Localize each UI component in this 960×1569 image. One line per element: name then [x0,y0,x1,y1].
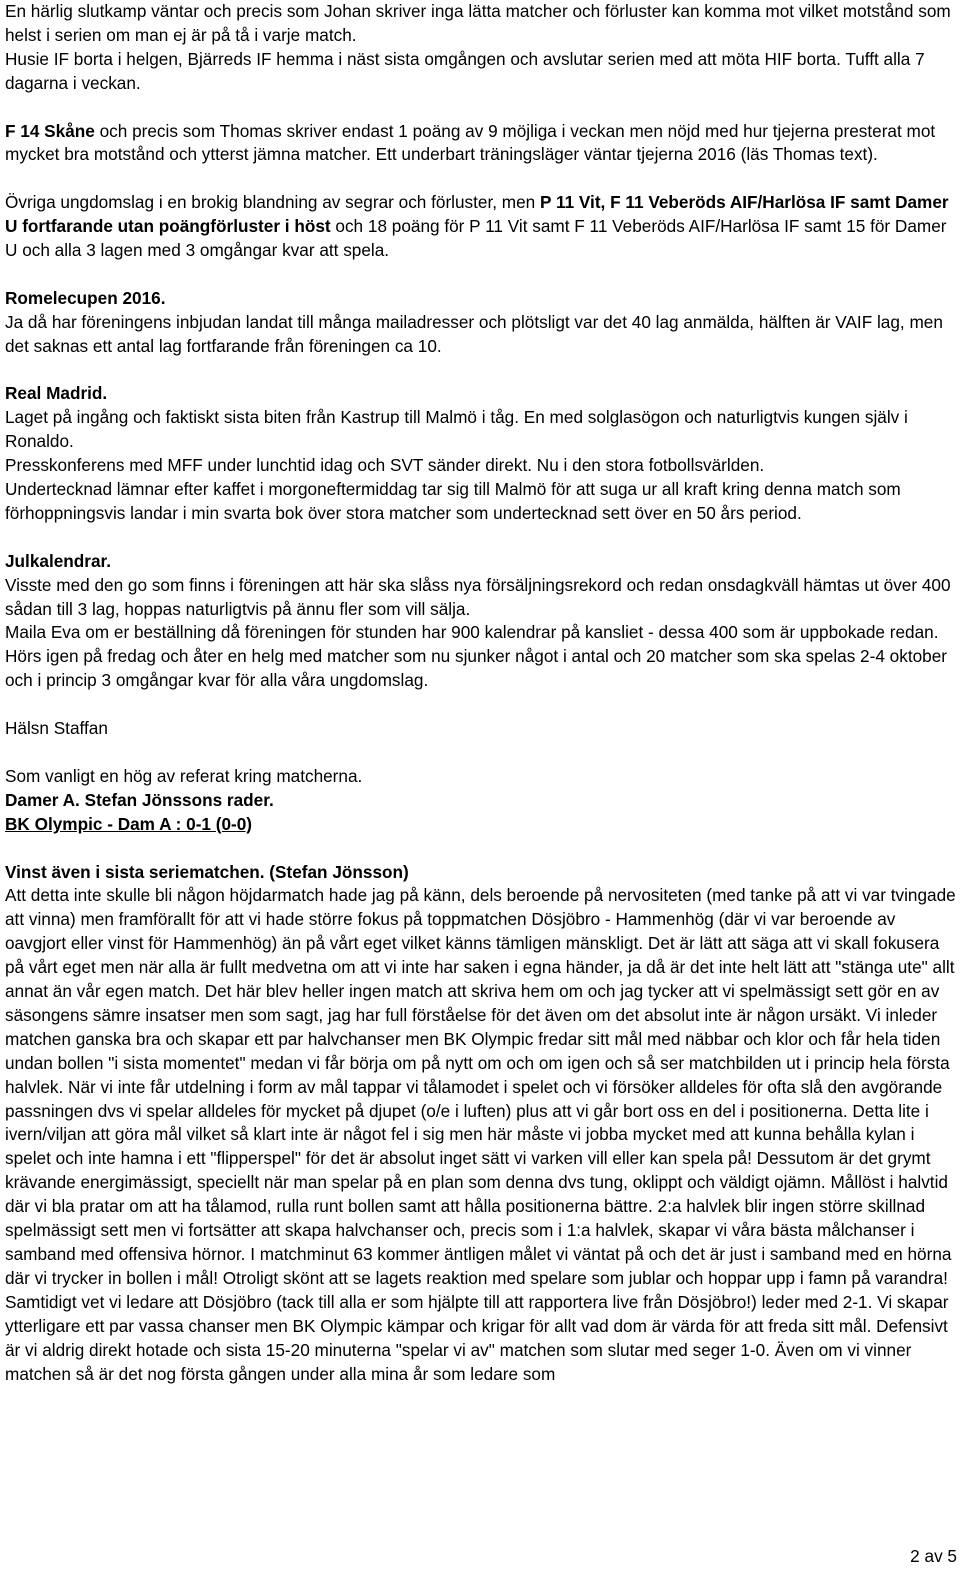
bold-team-name: F 14 Skåne [5,120,95,141]
section-heading: Real Madrid. [5,383,108,404]
paragraph-intro [5,0,957,96]
match-report [5,861,957,1387]
page-number: 2 av 5 [910,1546,957,1566]
text-line: Laget på ingång och faktiskt sista biten från Kastrup till Malmö i tåg. En med solglasögon och naturligtvis kungen själv i Ronaldo. [5,407,908,452]
match-report-text: Att detta inte skulle bli någon höjdarmatch hade jag på känn, dels beroende på nervositeten (med tanke på att vi var tvingade att vinna) men framförallt för att vi hade större fokus på toppmatchen Dösjöbro - Hammenhög (där vi var beroende av oavgjort eller vinst för Hammenhög) än på vårt eget vilket känns tämligen mänskligt. Det är lätt att säga att vi skall fokusera på vårt eget men när alla är fullt medvetna om att vi inte har saken i egna händer, ja då är det inte helt lätt att "stänga ute" allt annat än vår egen match. Det här blev heller ingen match att skriva hem om och jag tycker att vi spelmässigt sett gör en av säsongens sämre insatser men som sagt, jag har full förståelse för det även om det absolut inte är någon ursäkt. Vi inleder matchen ganska bra och skapar ett par halvchanser men BK Olympic fredar sitt mål med näbbar och klor och får hela tiden undan bollen "i sista momentet" medan vi får börja om på nytt om och om igen och så ser matchbilden ut i princip hela första halvlek. När vi inte får utdelning i form av mål tappar vi tålamodet i spelet och vi försöker alldeles för ofta slå den avgörande passningen dvs vi spelar alldeles för mycket på djupet (o/e i luften) plus att vi går bort oss en del i positionerna. Detta lite i ivern/viljan att göra mål vilket så klart inte är något fel i sig men här måste vi jobba mycket med att kunna behålla kylan i spelet och inte hamna i ett "flipperspel" för det är absolut inget sätt vi varken vill eller kan spela på! Dessutom är det grymt krävande energimässigt, speciellt när man spelar på en plan som denna dvs tung, oklippt och väldigt ojämn. Mållöst i halvtid där vi bla pratar om att ha tålamod, rulla runt bollen samt att hålla positionerna bättre. 2:a halvlek blir ingen större skillnad spelmässigt sett men vi fortsätter att skapa halvchanser och, precis som i 1:a halvlek, skapar vi våra bästa målchanser i samband med offensiva hörnor. I matchminut 63 kommer äntligen målet vi väntat på och det är just i samband med en hörna där vi trycker in bollen i mål! Otroligt skönt att se lagets reaktion med spelare som jublar och hoppar upp i famn på varandra! Samtidigt vet vi ledare att Dösjöbro (tack till alla er som hjälpte till att rapportera live från Dösjöbro!) leder med 2-1. Vi skapar ytterligare ett par vassa chanser men BK Olympic kämpar och krigar för allt vad dom är värda för att freda sitt mål. Defensivt är vi aldrig direkt hotade och sista 15-20 minuterna "spelar vi av" matchen som slutar med seger 1-0. Även om vi vinner matchen så är det nog första gången under alla mina år som ledare som [5,885,956,1384]
text-run: och 18 poäng för P 11 Vit samt F 11 Veberöds AIF/Harlösa IF samt 15 för Damer U och alla 3 lagen med 3 omgångar kvar att spela. [5,216,947,261]
text-line: Hörs igen på fredag och åter en helg med matcher som nu sjunker något i antal och 20 matcher som ska spelas 2-4 oktober och i princip 3 omgångar kvar för alla våra ungdomslag. [5,646,948,691]
text-line: Husie IF borta i helgen, Bjärreds IF hemma i näst sista omgången och avslutar serien med att möta HIF borta. Tufft alla 7 dagarna i veckan. [5,48,925,93]
intro-line: Som vanligt en hög av referat kring matcherna. [5,765,363,786]
text-line: Visste med den go som finns i föreningen att här ska slåss nya försäljningsrekord och redan onsdagkväll hämtas ut över 400 sådan till 3 lag, hoppas naturligtvis på ännu fler som vill sälja. [5,574,951,619]
text-line: Presskonferens med MFF under lunchtid idag och SVT sänder direkt. Nu i den stora fotbollsvärlden. [5,455,765,476]
section-heading: Romelecupen 2016. [5,287,166,308]
text-run: Ja då har föreningens inbjudan landat till många mailadresser och plötsligt var det 40 lag anmälda, hälften är VAIF lag, men det saknas ett antal lag fortfarande från föreningen ca 10. [5,311,943,356]
section-romelecupen [5,287,957,359]
section-match [5,765,957,837]
greeting: Hälsn Staffan [5,718,108,739]
paragraph-f14 [5,120,957,168]
text-line: Undertecknad lämnar efter kaffet i morgoneftermiddag tar sig till Malmö för att suga ur all kraft kring denna match som förhoppningsvis landar i min svarta bok över stora matcher som undertecknad sett över en 50 års period. [5,479,901,523]
text-line: Maila Eva om er beställning då föreningen för stunden har 900 kalendrar på kansliet - dessa 400 som är uppbokade redan. [5,622,939,643]
text-line: En härlig slutkamp väntar och precis som Johan skriver inga lätta matcher och förluster kan komma mot vilket motstånd som helst i serien om man ej är på tå i varje match. [5,1,951,45]
paragraph-youth-teams [5,191,957,263]
section-heading: Julkalendrar. [5,550,112,571]
document-body [5,0,957,1386]
match-heading: BK Olympic - Dam A : 0-1 (0-0) [5,813,253,834]
text-run: Övriga ungdomslag i en brokig blandning av segrar och förluster, men [5,192,541,213]
match-subheading: Vinst även i sista seriematchen. (Stefan Jönsson) [5,861,409,882]
damer-heading: Damer A. Stefan Jönssons rader. [5,789,274,810]
text-run: och precis som Thomas skriver endast 1 poäng av 9 möjliga i veckan men nöjd med hur tjejerna presterat mot mycket bra motstånd och ytterst jämna matcher. Ett underbart träningsläger väntar tjejerna 2016 (läs Thomas text). [5,120,936,165]
section-julkalendrar [5,550,957,693]
section-real-madrid [5,382,957,525]
bold-run: P 11 Vit, F 11 Veberöds AIF/Harlösa IF samt Damer U fortfarande utan poängförluster i höst [5,192,949,237]
